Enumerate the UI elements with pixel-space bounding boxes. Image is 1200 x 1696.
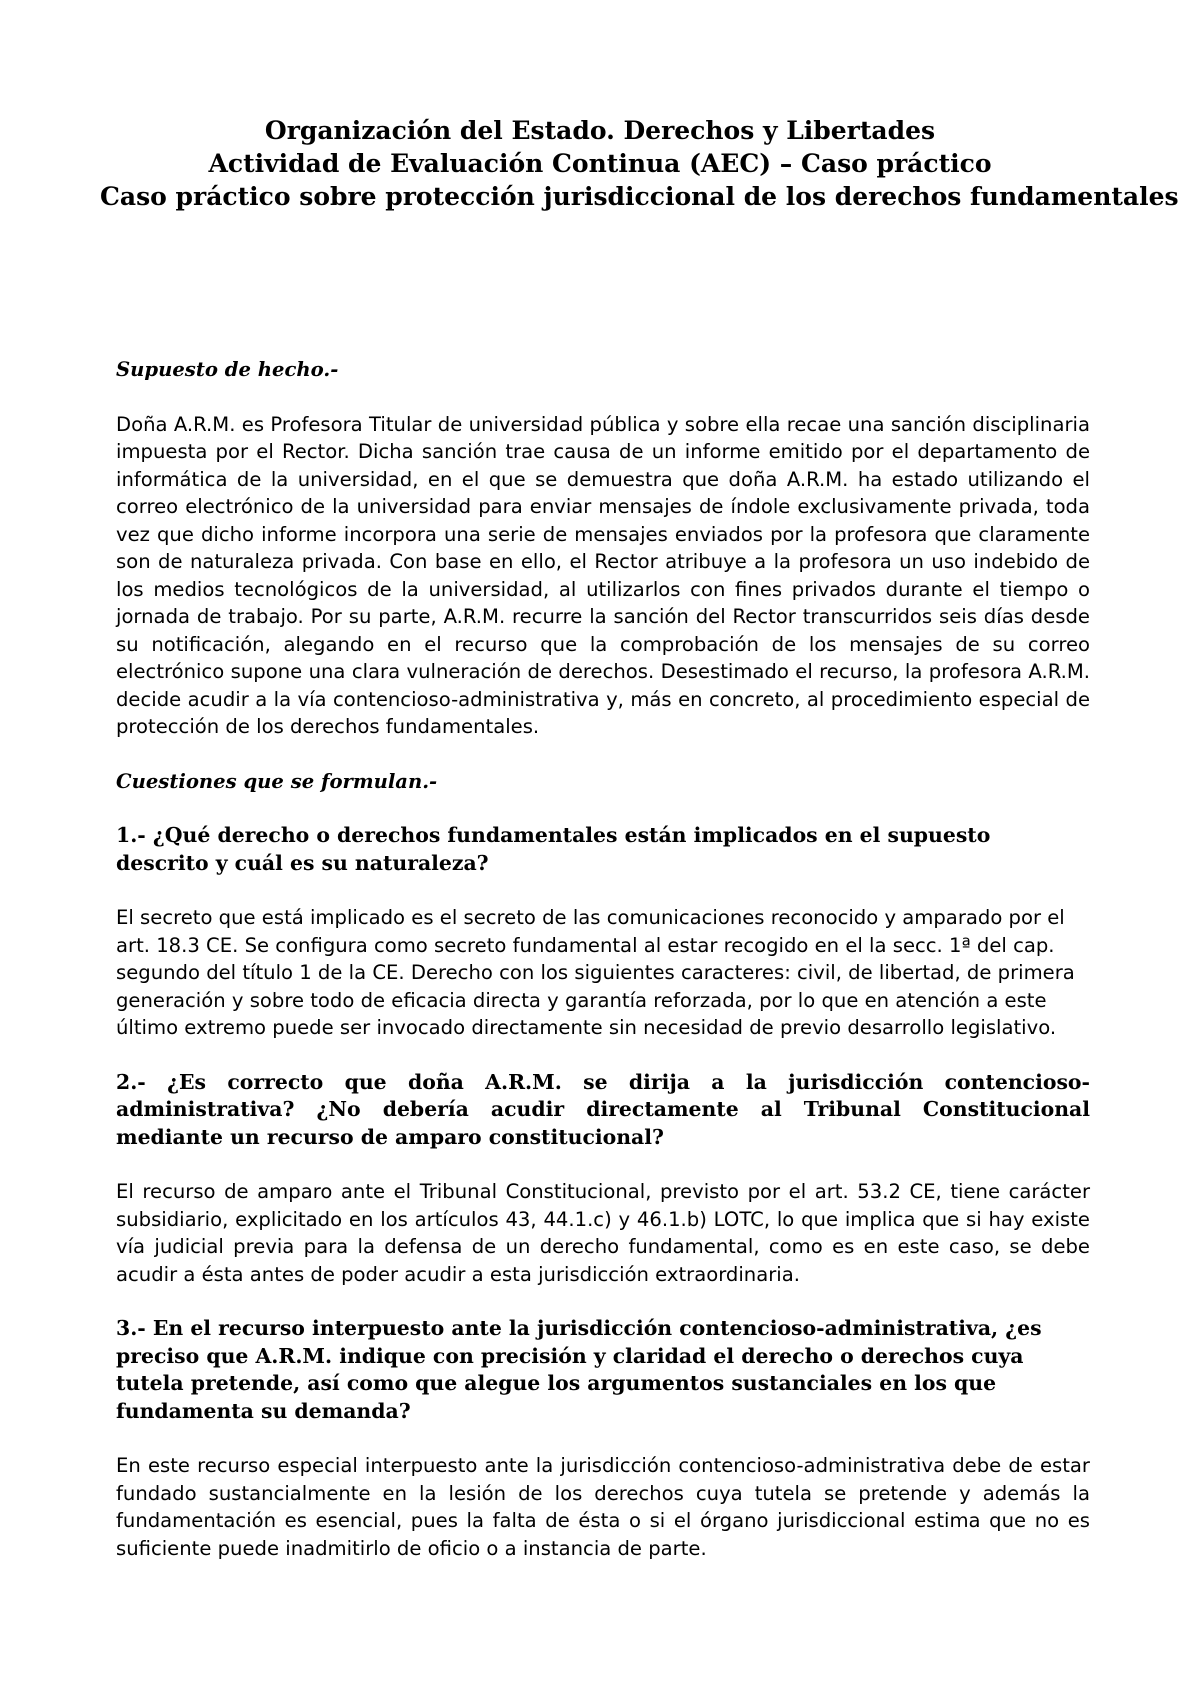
- document-body: [116, 356, 1090, 1589]
- answer-2: El recurso de amparo ante el Tribunal Constitucional, previsto por el art. 53.2 CE, tiene carácter subsidiario, explicitado en los artículos 43, 44.1.c) y 46.1.b) LOTC, lo que implica que si hay existe vía judicial previa para la defensa de un derecho fundamental, como es en este caso, se debe acudir a ésta antes de poder acudir a esta jurisdicción extraordinaria.: [116, 1180, 1090, 1286]
- question-3: 3.- En el recurso interpuesto ante la jurisdicción contencioso-administrativa, ¿es preciso que A.R.M. indique con precisión y claridad el derecho o derechos cuya tutela pretende, así como que alegue los argumentos sustanciales en los que fundamenta su demanda?: [116, 1316, 1042, 1423]
- questions-heading: Cuestiones que se formulan.-: [116, 769, 438, 793]
- activity-title: Actividad de Evaluación Continua (AEC) – Caso práctico: [208, 149, 992, 178]
- case-title: Caso práctico sobre protección jurisdiccional de los derechos fundamentales: [100, 182, 1179, 211]
- document-title-block: [100, 114, 1179, 213]
- answer-3: En este recurso especial interpuesto ante la jurisdicción contencioso-administrativa debe de estar fundado sustancialmente en la lesión de los derechos cuya tutela se pretende y además la fundamentación es esencial, pues la falta de ésta o si el órgano jurisdiccional estima que no es suficiente puede inadmitirlo de oficio o a instancia de parte.: [116, 1454, 1090, 1560]
- facts-paragraph: Doña A.R.M. es Profesora Titular de universidad pública y sobre ella recae una sanción disciplinaria impuesta por el Rector. Dicha sanción trae causa de un informe emitido por el departamento de informática de la universidad, en el que se demuestra que doña A.R.M. ha estado utilizando el correo electrónico de la universidad para enviar mensajes de índole exclusivamente privada, toda vez que dicho informe incorpora una serie de mensajes enviados por la profesora que claramente son de naturaleza privada. Con base en ello, el Rector atribuye a la profesora un uso indebido de los medios tecnológicos de la universidad, al utilizarlos con fines privados durante el tiempo o jornada de trabajo. Por su parte, A.R.M. recurre la sanción del Rector transcurridos seis días desde su notificación, alegando en el recurso que la comprobación de los mensajes de su correo electrónico supone una clara vulneración de derechos. Desestimado el recurso, la profesora A.R.M. decide acudir a la vía contencioso-administrativa y, más en concreto, al procedimiento especial de protección de los derechos fundamentales.: [116, 412, 1090, 738]
- question-1: 1.- ¿Qué derecho o derechos fundamentales están implicados en el supuesto descrito y cuál es su naturaleza?: [116, 823, 991, 875]
- facts-heading: Supuesto de hecho.-: [116, 358, 339, 381]
- answer-1: El secreto que está implicado es el secreto de las comunicaciones reconocido y amparado por el art. 18.3 CE. Se configura como secreto fundamental al estar recogido en el la secc. 1ª del cap. segundo del título 1 de la CE. Derecho con los siguientes caracteres: civil, de libertad, de primera generación y sobre todo de eficacia directa y garantía reforzada, por lo que en atención a este último extremo puede ser invocado directamente sin necesidad de previo desarrollo legislativo.: [116, 906, 1075, 1039]
- question-2: 2.- ¿Es correcto que doña A.R.M. se dirija a la jurisdicción contencioso-administrativa? ¿No debería acudir directamente al Tribunal Constitucional mediante un recurso de amparo constitucional?: [116, 1069, 1090, 1149]
- course-title: Organización del Estado. Derechos y Libertades: [264, 116, 936, 145]
